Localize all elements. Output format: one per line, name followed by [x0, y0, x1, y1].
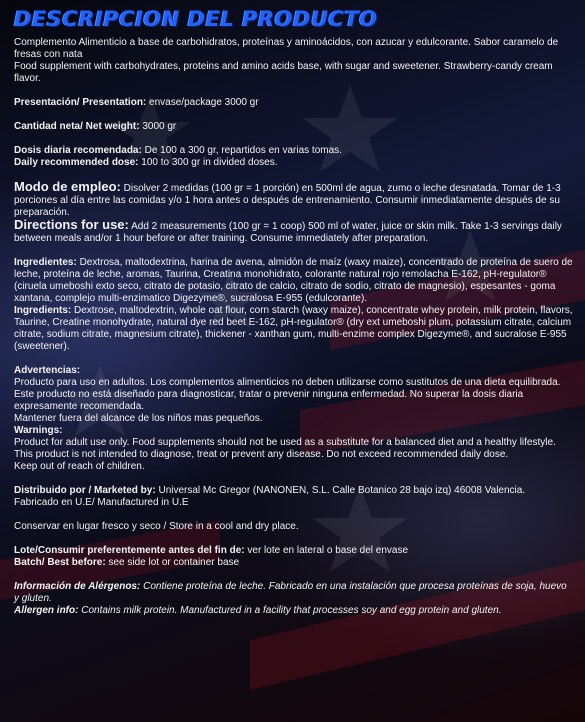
manufactured-line: Fabricado en U.E/ Manufactured in U.E: [14, 497, 189, 508]
allergens-en-value: Contains milk protein. Manufactured in a facility that processes soy and egg protein and gluten.: [78, 605, 502, 616]
usage-es-label: Modo de empleo:: [14, 179, 121, 194]
net-weight-value: 3000 gr: [139, 121, 177, 132]
dose-es-line: [14, 145, 573, 157]
presentation-label: Presentación/ Presentation:: [14, 97, 147, 108]
net-weight-line: [14, 121, 573, 133]
usage-es-line: [14, 181, 573, 219]
best-before-es-value: ver lote en lateral o base del envase: [244, 545, 409, 556]
usage-en-line: [14, 219, 573, 245]
ingredients-es-line: [14, 257, 573, 305]
warnings-en-text-2: Keep out of reach of children.: [14, 461, 145, 472]
presentation-line: [14, 97, 573, 109]
warnings-en-label: [14, 425, 573, 437]
presentation-value: envase/package 3000 gr: [146, 97, 259, 108]
best-before-en-line: [14, 557, 573, 569]
storage-line: Conservar en lugar fresco y seco / Store in a cool and dry place.: [14, 521, 299, 532]
best-before-es-line: [14, 545, 573, 557]
dose-es-value: De 100 a 300 gr, repartidos en varias tomas.: [141, 145, 342, 156]
warnings-es-text-2: Mantener fuera del alcance de los niños mas pequeños.: [14, 413, 263, 424]
dose-en-label: Daily recommended dose:: [14, 157, 139, 168]
allergens-en-line: [14, 605, 573, 617]
warnings-en-text: Product for adult use only. Food supplements should not be used as a substitute for a balanced diet and a healthy lifestyle. This product is not intended to diagnose, treat or prevent any disease. Do not exceed recommended daily dose.: [14, 437, 556, 460]
dose-en-value: 100 to 300 gr in divided doses.: [138, 157, 278, 168]
ingredients-es-value: Dextrosa, maltodextrina, harina de avena, almidón de maíz (waxy maize), concentrado de proteína de suero de leche, proteína de leche, aromas, Taurina, Creatina monohidrato, colorante natural rojo remolacha E-162, pH-regulator® (ciruela umeboshi exto seco, citrato de potasio, citrato de calcio, citrato de sodio, citrato de magnesio), espesantes - goma xantana, complejo multi-enzimatico Digezyme®, sucralosa E-955 (edulcorante).: [14, 257, 573, 304]
allergens-en-label: Allergen info:: [14, 605, 79, 616]
dose-es-label: Dosis diaria recomendada:: [14, 145, 142, 156]
description-es: Complemento Alimenticio a base de carbohidratos, proteínas y aminoácidos, con azucar y edulcorante. Sabor caramelo de fresas con nata: [14, 37, 559, 60]
distributor-label: Distribuido por / Marketed by:: [14, 485, 156, 496]
net-weight-label: Cantidad neta/ Net weight:: [14, 121, 140, 132]
allergens-es-value: Contiene proteína de leche. Fabricado en una instalación que procesa proteínas de soja, huevo y gluten.: [14, 581, 567, 604]
ingredients-en-label: Ingredients:: [14, 305, 72, 316]
usage-en-label: Directions for use:: [14, 217, 129, 232]
allergens-es-line: [14, 581, 573, 605]
warnings-es-text: Producto para uso en adultos. Los complementos alimenticios no deben utilizarse como sustitutos de una dieta equilibrada. Este producto no está diseñado para diagnosticar, tratar o prevenir ninguna enfermedad. No superar la dosis diaria expresamente recomendada.: [14, 377, 561, 412]
dose-en-line: [14, 157, 573, 169]
allergens-es-label: Información de Alérgenos:: [14, 581, 141, 592]
ingredients-en-line: [14, 305, 573, 353]
usage-es-value: Disolver 2 medidas (100 gr = 1 porción) en 500ml de agua, zumo o leche desnatada. Tomar de 1-3 porciones al día entre las comidas y/o 1 hora antes o después de entrenamiento. Consumir inmediatamente después de su preparación.: [14, 183, 561, 218]
best-before-es-label: Lote/Consumir preferentemente antes del fin de:: [14, 545, 245, 556]
warnings-es-heading: Advertencias:: [14, 365, 81, 376]
ingredients-en-value: Dextrose, maltodextrin, whole oat flour, corn starch (waxy maize), concentrate whey protein, milk protein, flavors, Taurine, Creatine monohydrate, natural dye red beet E-162, pH-regulator® (dry ext umeboshi plum, potassium citrate, calcium citrate, sodium citrate, magnesium citrate), thickener - xanthan gum, multi-enzime complex Digezyme®, and sucralose E-955 (sweetener).: [14, 305, 573, 352]
best-before-en-value: see side lot or container base: [105, 557, 240, 568]
usage-en-value: Add 2 measurements (100 gr = 1 coop) 500 ml of water, juice or skin milk. Take 1-3 servings daily between meals and/or 1 hour before or after training. Consume immediately after preparation.: [14, 221, 562, 244]
ingredients-es-label: Ingredientes:: [14, 257, 77, 268]
best-before-en-label: Batch/ Best before:: [14, 557, 106, 568]
page-title: DESCRIPCION DEL PRODUCTO: [14, 7, 378, 31]
warnings-en-heading: Warnings:: [14, 425, 63, 436]
warnings-es-label: [14, 365, 573, 377]
distributor-line: [14, 485, 573, 497]
distributor-value: Universal Mc Gregor (NANONEN, S.L. Calle Botanico 28 bajo izq) 46008 Valencia.: [155, 485, 526, 496]
description-en: Food supplement with carbohydrates, proteins and amino acids base, with sugar and sweetener. Strawberry-candy cream flavor.: [14, 61, 553, 84]
